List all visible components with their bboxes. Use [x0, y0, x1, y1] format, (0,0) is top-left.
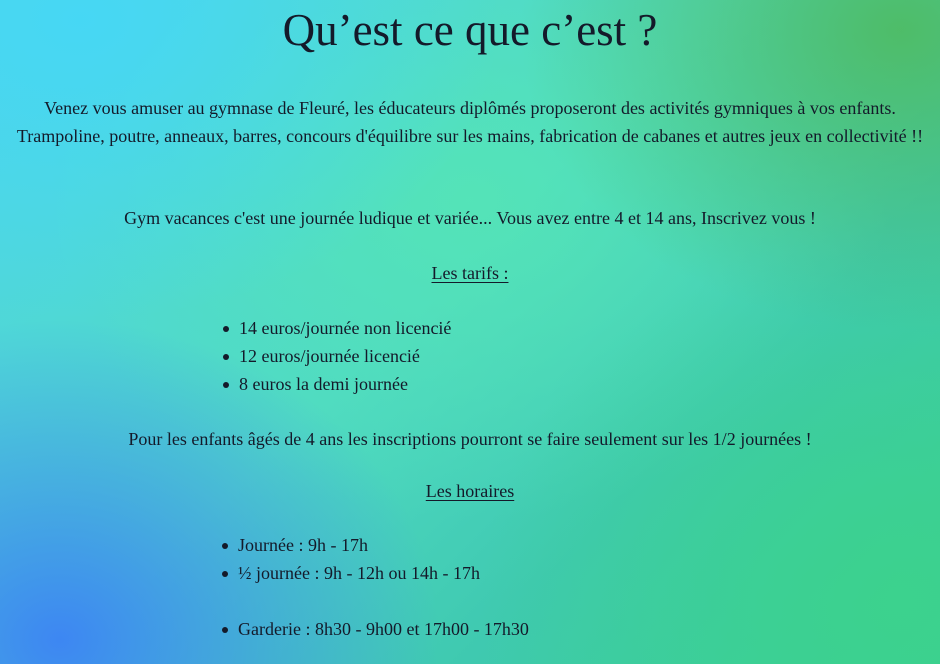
tarif-item: 14 euros/journée non licencié: [221, 314, 451, 342]
page-title: Qu’est ce que c’est ?: [282, 5, 658, 55]
ages-note: Pour les enfants âgés de 4 ans les inscriptions pourront se faire seulement sur les 1/2 journées !: [128, 429, 812, 449]
garderie-list: [220, 615, 529, 643]
tarif-item: 8 euros la demi journée: [221, 370, 451, 398]
tarif-item: 12 euros/journée licencié: [221, 342, 451, 370]
gym-vacances-paragraph: Gym vacances c'est une journée ludique et variée... Vous avez entre 4 et 14 ans, Inscrivez vous !: [124, 208, 816, 228]
tarifs-list: [221, 314, 451, 398]
horaires-list: [220, 531, 480, 587]
intro-paragraph: Venez vous amuser au gymnase de Fleuré, les éducateurs diplômés proposeront des activités gymniques à vos enfants. Trampoline, poutre, anneaux, barres, concours d'équilibre sur les mains, fabrication de cabanes et autres jeux en collectivité !!: [16, 98, 924, 146]
horaire-item: Journée : 9h - 17h: [220, 531, 480, 559]
tarifs-heading: Les tarifs :: [431, 263, 509, 283]
garderie-item: Garderie : 8h30 - 9h00 et 17h00 - 17h30: [220, 615, 529, 643]
horaires-heading: Les horaires: [425, 481, 515, 501]
horaire-item: ½ journée : 9h - 12h ou 14h - 17h: [220, 559, 480, 587]
